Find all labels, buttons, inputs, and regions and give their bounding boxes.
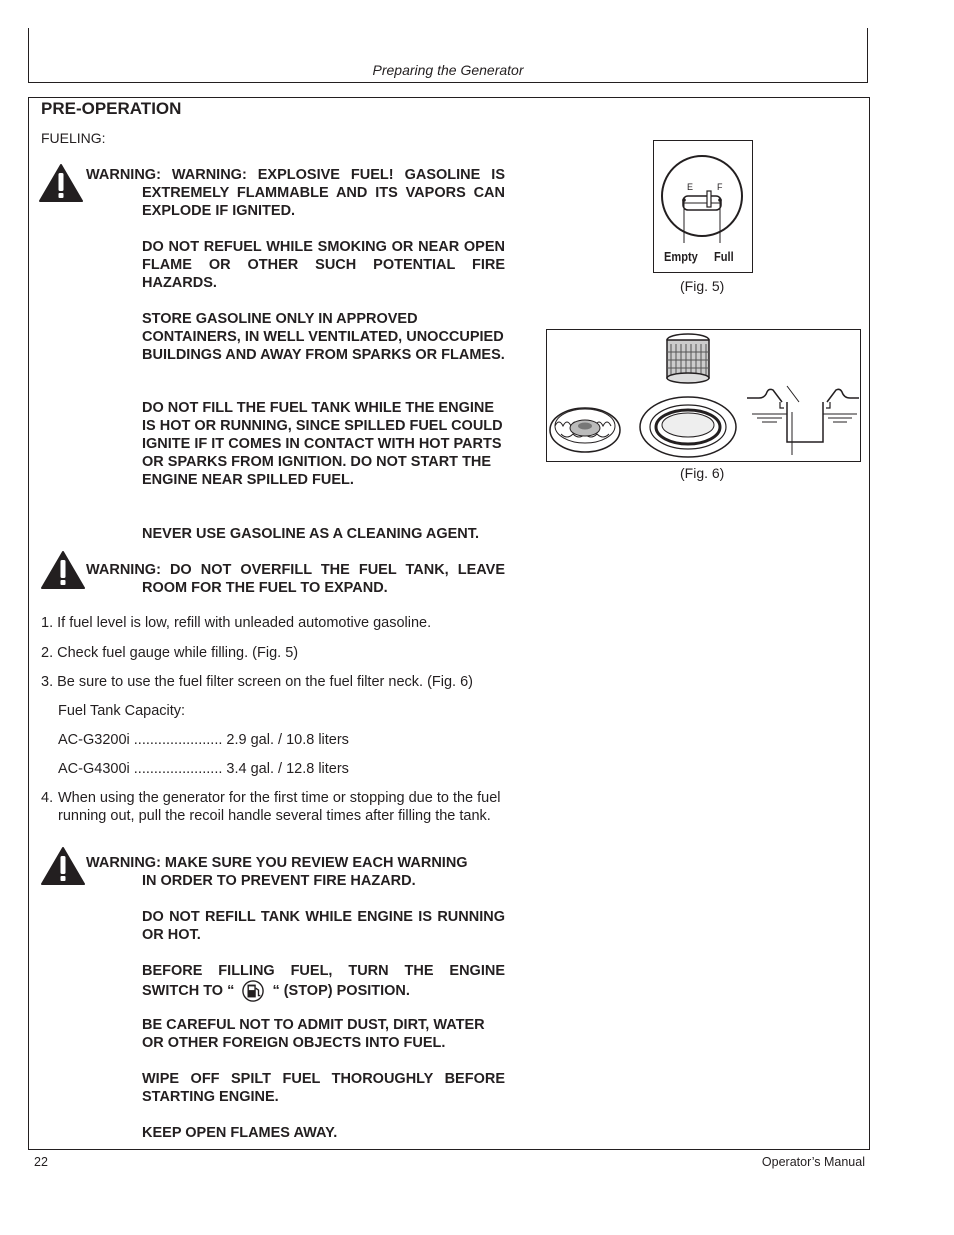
fuel-stop-icon [238,980,268,1002]
step-4-number: 4. [41,790,54,806]
filter-screen-icon [667,334,709,383]
warning3-p3b [142,980,410,1002]
filter-neck-icon [640,397,736,457]
section-subtitle: FUELING: [41,130,106,146]
gauge-full-label: Full [714,249,734,264]
step-2: 2. Check fuel gauge while filling. (Fig. 5) [41,645,299,661]
warning2-lead-cont: ROOM FOR THE FUEL TO EXPAND. [142,580,388,596]
fuel-level-diagram-icon [747,386,859,455]
warning3-lead-cont: IN ORDER TO PREVENT FIRE HAZARD. [142,873,416,889]
capacity-ac-g4300i: AC-G4300i ...................... 3.4 gal. / 12.8 liters [58,761,349,777]
section-title: PRE-OPERATION [41,99,182,118]
warning3-p3a: BEFORE FILLING FUEL, TURN THE ENGINE [142,963,505,979]
warning1-lead: WARNING: WARNING: EXPLOSIVE FUEL! GASOLINE IS [86,167,505,183]
warning3-p3b-pre: SWITCH TO “ [142,982,235,999]
capacity-label: Fuel Tank Capacity: [58,703,186,719]
capacity-ac-g3200i: AC-G3200i ...................... 2.9 gal. / 10.8 liters [58,732,349,748]
warning-triangle-icon [41,550,85,590]
gauge-e-label: E [687,182,694,192]
warning3-p6: KEEP OPEN FLAMES AWAY. [142,1125,338,1141]
warning3-p3b-post: “ (STOP) POSITION. [272,982,410,999]
header-title: Preparing the Generator [372,62,524,78]
step-1: 1. If fuel level is low, refill with unleaded automotive gasoline. [41,615,432,631]
warning3-p5: WIPE OFF SPILT FUEL THOROUGHLY BEFORE STARTING ENGINE. [142,1071,505,1105]
warning2-lead: WARNING: DO NOT OVERFILL THE FUEL TANK, LEAVE [86,562,505,578]
page-number: 22 [34,1155,48,1169]
warning1-p2: DO NOT REFUEL WHILE SMOKING OR NEAR OPEN FLAME OR OTHER SUCH POTENTIAL FIRE HAZARDS. [142,239,505,291]
fuel-cap-icon [550,408,620,452]
warning1-p3: STORE GASOLINE ONLY IN APPROVED CONTAINERS, IN WELL VENTILATED, UNOCCUPIED BUILDINGS AND AWAY FROM SPARKS OR FLAMES. [142,311,505,363]
step-4: When using the generator for the first time or stopping due to the fuel running out, pull the recoil handle several times after filling the tank. [58,790,501,824]
figure-6-caption: (Fig. 6) [680,465,725,481]
warning1-lead-cont: EXTREMELY FLAMMABLE AND ITS VAPORS CAN EXPLODE IF IGNITED. [142,185,505,219]
figure-5-caption: (Fig. 5) [680,278,725,294]
step-3: 3. Be sure to use the fuel filter screen on the fuel filter neck. (Fig. 6) [41,674,473,690]
fuel-filter-illustration [547,330,860,461]
warning1-p5: NEVER USE GASOLINE AS A CLEANING AGENT. [142,526,480,542]
warning3-p4: BE CAREFUL NOT TO ADMIT DUST, DIRT, WATER OR OTHER FOREIGN OBJECTS INTO FUEL. [142,1017,485,1051]
figure-6-fuel-filter [546,329,861,462]
warning-triangle-icon [41,846,85,886]
page-header [28,28,868,83]
manual-title: Operator’s Manual [761,1155,865,1169]
gauge-f-label: F [717,182,723,192]
warning3-p2: DO NOT REFILL TANK WHILE ENGINE IS RUNNING OR HOT. [142,909,505,943]
warning-triangle-icon [39,163,83,203]
gauge-empty-label: Empty [664,249,698,264]
warning1-p4: DO NOT FILL THE FUEL TANK WHILE THE ENGINE IS HOT OR RUNNING, SINCE SPILLED FUEL COULD IGNITE IF IT COMES IN CONTACT WITH HOT PARTS OR SPARKS FROM IGNITION. DO NOT START THE ENGINE NEAR SPILLED FUEL. [142,400,503,488]
warning3-lead: WARNING: MAKE SURE YOU REVIEW EACH WARNING [86,855,468,871]
figure-5-fuel-gauge [653,140,753,273]
